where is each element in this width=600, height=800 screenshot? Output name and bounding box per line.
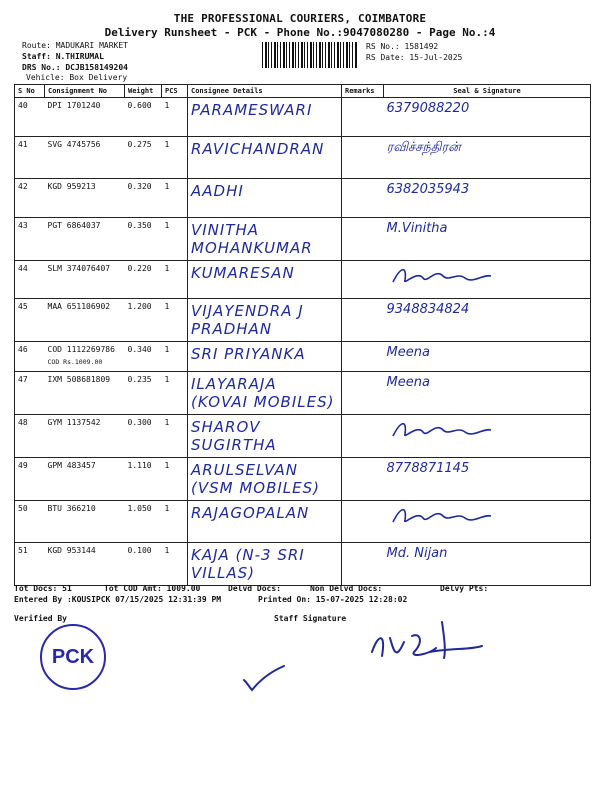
handwritten-signature: ரவிச்சந்திரன் [386, 140, 461, 155]
row-pcs: 1 [162, 137, 188, 179]
row-signature [384, 179, 591, 218]
row-weight: 0.220 [125, 261, 162, 299]
table-row [15, 543, 591, 586]
row-remarks [342, 261, 384, 299]
row-remarks [342, 543, 384, 586]
signature-scribble [387, 504, 497, 528]
table-row [15, 342, 591, 372]
row-sno: 45 [15, 299, 45, 342]
row-pcs: 1 [162, 372, 188, 415]
handwritten-consignee-name: ILAYARAJA (KOVAI MOBILES) [191, 375, 335, 411]
handwritten-signature: 9348834824 [386, 302, 470, 317]
vehicle-label: Vehicle: Box Delivery [26, 73, 128, 82]
row-pcs: 1 [162, 342, 188, 372]
row-sno: 41 [15, 137, 45, 179]
row-remarks [342, 415, 384, 458]
handwritten-consignee-name: KAJA (N-3 SRI VILLAS) [191, 546, 305, 582]
row-sno: 50 [15, 501, 45, 543]
table-row [15, 501, 591, 543]
consignment-number: KGD 953144 [47, 546, 96, 555]
consignment-number: DPI 1701240 [47, 101, 101, 110]
col-header-remarks: Remarks [342, 85, 384, 98]
row-consignee [188, 372, 342, 415]
consignment-number: BTU 366210 [47, 504, 96, 513]
table-row [15, 137, 591, 179]
table-row [15, 458, 591, 501]
handwritten-signature: 8778871145 [386, 461, 470, 476]
handwritten-consignee-name: SHAROV SUGIRTHA [191, 418, 277, 454]
row-weight: 0.350 [125, 218, 162, 261]
consignment-number: IXM 508681809 [47, 375, 111, 384]
row-pcs: 1 [162, 501, 188, 543]
row-signature [384, 501, 591, 543]
row-consignee [188, 458, 342, 501]
entered-by: Entered By :KOUSIPCK 07/15/2025 12:31:39 PM [14, 595, 222, 604]
row-weight: 0.340 [125, 342, 162, 372]
verified-tick-mark [240, 662, 290, 692]
handwritten-signature: 6382035943 [386, 182, 470, 197]
row-signature [384, 415, 591, 458]
row-consignment-no [45, 218, 125, 261]
row-consignment-no [45, 458, 125, 501]
row-weight: 0.600 [125, 98, 162, 137]
handwritten-signature: 6379088220 [386, 101, 470, 116]
row-consignment-no [45, 372, 125, 415]
row-remarks [342, 218, 384, 261]
row-sno: 44 [15, 261, 45, 299]
row-signature [384, 261, 591, 299]
rs-number: RS No.: 1581492 [366, 42, 439, 51]
row-consignment-no [45, 137, 125, 179]
table-row [15, 415, 591, 458]
row-remarks [342, 501, 384, 543]
handwritten-signature: M.Vinitha [386, 221, 448, 236]
verified-by-label: Verified By [14, 614, 67, 623]
handwritten-signature: Meena [386, 375, 430, 390]
row-weight: 0.300 [125, 415, 162, 458]
table-row [15, 218, 591, 261]
handwritten-consignee-name: ARULSELVAN (VSM MOBILES) [191, 461, 321, 497]
row-sno: 42 [15, 179, 45, 218]
row-pcs: 1 [162, 261, 188, 299]
row-pcs: 1 [162, 299, 188, 342]
row-pcs: 1 [162, 98, 188, 137]
pck-stamp [40, 624, 106, 690]
row-consignee [188, 218, 342, 261]
row-remarks [342, 372, 384, 415]
handwritten-consignee-name: RAJAGOPALAN [191, 504, 310, 522]
table-row [15, 261, 591, 299]
row-consignee [188, 137, 342, 179]
consignment-number: MAA 651106902 [47, 302, 111, 311]
row-signature [384, 342, 591, 372]
col-header-consignee: Consignee Details [188, 85, 342, 98]
handwritten-consignee-name: RAVICHANDRAN [191, 140, 325, 158]
row-pcs: 1 [162, 543, 188, 586]
consignment-number: PGT 6864037 [47, 221, 101, 230]
consignment-number: SLM 374076407 [47, 264, 111, 273]
row-sno: 43 [15, 218, 45, 261]
handwritten-consignee-name: VINITHA MOHANKUMAR [191, 221, 313, 257]
row-sno: 46 [15, 342, 45, 372]
signature-scribble [387, 264, 497, 288]
row-consignee [188, 179, 342, 218]
handwritten-signature: Md. Nijan [386, 546, 448, 561]
row-consignee [188, 543, 342, 586]
row-pcs: 1 [162, 218, 188, 261]
row-pcs: 1 [162, 458, 188, 501]
row-weight: 0.100 [125, 543, 162, 586]
row-consignee [188, 98, 342, 137]
col-header-sno: S No [15, 85, 45, 98]
row-signature [384, 98, 591, 137]
row-remarks [342, 98, 384, 137]
row-consignment-no [45, 543, 125, 586]
handwritten-consignee-name: SRI PRIYANKA [191, 345, 306, 363]
consignment-number: KGD 959213 [47, 182, 96, 191]
route-label: Route: MADUKARI MARKET [22, 41, 128, 50]
drs-label: DRS No.: DCJB158149204 [22, 63, 128, 72]
row-pcs: 1 [162, 179, 188, 218]
row-remarks [342, 179, 384, 218]
delivered-docs: Delvd Docs: [228, 584, 281, 593]
row-signature [384, 299, 591, 342]
row-weight: 1.050 [125, 501, 162, 543]
handwritten-signature: Meena [386, 345, 430, 360]
row-consignment-no [45, 415, 125, 458]
row-remarks [342, 342, 384, 372]
handwritten-consignee-name: KUMARESAN [191, 264, 295, 282]
row-sno: 51 [15, 543, 45, 586]
handwritten-consignee-name: PARAMESWARI [191, 101, 313, 119]
table-header-row [15, 85, 591, 98]
row-consignee [188, 342, 342, 372]
table-row [15, 98, 591, 137]
row-signature [384, 458, 591, 501]
row-remarks [342, 458, 384, 501]
row-sno: 40 [15, 98, 45, 137]
row-signature [384, 218, 591, 261]
row-weight: 0.320 [125, 179, 162, 218]
handwritten-consignee-name: VIJAYENDRA J PRADHAN [191, 302, 304, 338]
col-header-weight: Weight [125, 85, 162, 98]
consignment-number: SVG 4745756 [47, 140, 101, 149]
row-consignment-no [45, 179, 125, 218]
col-header-pcs: PCS [162, 85, 188, 98]
table-row [15, 372, 591, 415]
delivery-points: Delvy Pts: [440, 584, 489, 593]
row-consignee [188, 415, 342, 458]
col-header-signature: Seal & Signature [384, 85, 591, 98]
row-consignee [188, 501, 342, 543]
row-consignee [188, 261, 342, 299]
printed-on: Printed On: 15-07-2025 12:28:02 [258, 595, 408, 604]
staff-label: Staff: N.THIRUMAL [22, 52, 104, 61]
rs-date: RS Date: 15-Jul-2025 [366, 53, 463, 62]
row-weight: 1.110 [125, 458, 162, 501]
col-header-consignment: Consignment No [45, 85, 125, 98]
row-pcs: 1 [162, 415, 188, 458]
document-title: THE PROFESSIONAL COURIERS, COIMBATORE [173, 12, 427, 25]
consignment-number: COD 1112269786 [47, 345, 115, 354]
stamp-text: PCK [51, 645, 95, 668]
row-signature [384, 543, 591, 586]
row-weight: 0.275 [125, 137, 162, 179]
row-sno: 48 [15, 415, 45, 458]
row-consignment-no [45, 261, 125, 299]
barcode [262, 42, 358, 68]
row-remarks [342, 299, 384, 342]
consignment-number: GPM 483457 [47, 461, 96, 470]
row-signature [384, 372, 591, 415]
row-sno: 49 [15, 458, 45, 501]
staff-signature-label: Staff Signature [274, 614, 347, 623]
row-remarks [342, 137, 384, 179]
row-consignment-no [45, 299, 125, 342]
total-docs: Tot Docs: 51 [14, 584, 72, 593]
row-weight: 0.235 [125, 372, 162, 415]
staff-signature-scribble [360, 612, 500, 668]
total-cod-amount: Tot COD Amt: 1009.00 [104, 584, 201, 593]
document-subtitle: Delivery Runsheet - PCK - Phone No.:9047080280 - Page No.:4 [104, 26, 496, 39]
row-weight: 1.200 [125, 299, 162, 342]
row-consignment-no [45, 342, 125, 372]
signature-scribble [387, 418, 497, 442]
consignment-number: GYM 1137542 [47, 418, 101, 427]
row-consignment-no [45, 98, 125, 137]
row-consignee [188, 299, 342, 342]
table-row [15, 179, 591, 218]
row-consignment-no [45, 501, 125, 543]
row-sno: 47 [15, 372, 45, 415]
table-row [15, 299, 591, 342]
handwritten-consignee-name: AADHI [191, 182, 244, 200]
runsheet-table [14, 84, 591, 586]
row-signature [384, 137, 591, 179]
non-delivered-docs: Non Delvd Docs: [310, 584, 383, 593]
cod-amount: COD Rs.1009.00 [47, 358, 103, 366]
